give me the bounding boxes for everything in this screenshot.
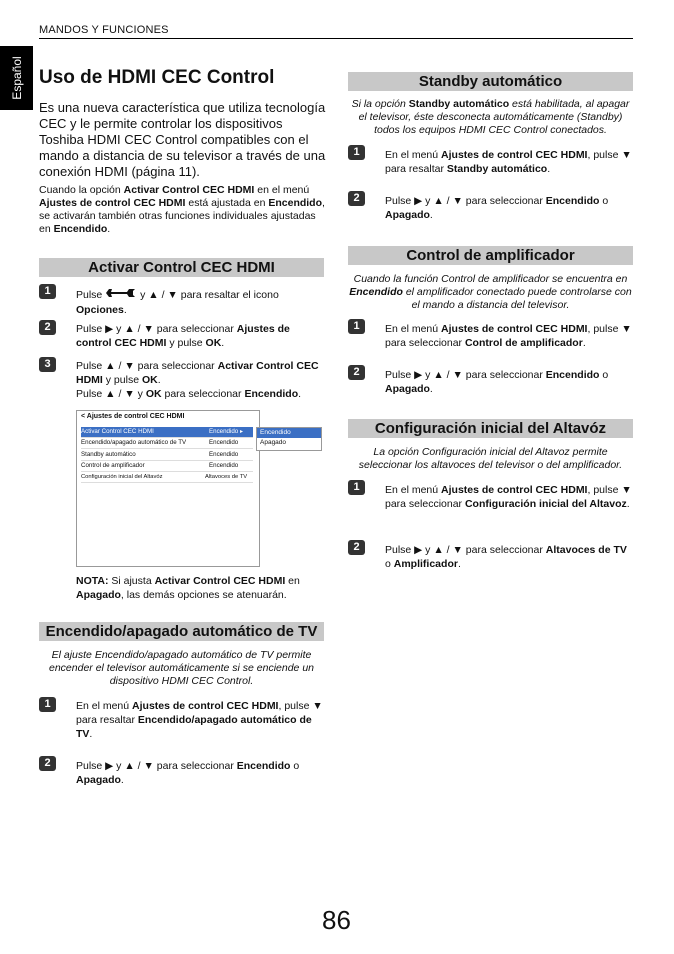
step-text: Pulse ▶ y ▲ / ▼ para seleccionar Ajustes de control CEC HDMI y pulse OK. (76, 323, 290, 349)
step-number: 1 (39, 284, 56, 299)
step-text: Pulse ▶ y ▲ / ▼ para seleccionar Encendido o Apagado. (385, 369, 609, 395)
menu-popup (256, 427, 322, 451)
menu-row: Standby automático Encendido (81, 450, 253, 461)
step-text: Pulse y ▲ / ▼ para resaltar el icono Opciones. (76, 288, 279, 316)
step-number: 1 (39, 697, 56, 712)
step-number: 2 (39, 320, 56, 335)
section-subtitle: Si la opción Standby automático está habilitada, al apagar el televisor, éste desconecta automáticamente (Standby) todos los equipos HDMI CEC Control conectados. (351, 98, 630, 136)
menu-row: Encendido/apagado automático de TV Encendido (81, 438, 253, 449)
step-text: Pulse ▶ y ▲ / ▼ para seleccionar Altavoces de TV o Amplificador. (385, 544, 627, 570)
section-heading-amplificador: Control de amplificador (348, 246, 633, 265)
running-header: MANDOS Y FUNCIONES (39, 24, 169, 36)
step-number: 2 (348, 540, 365, 555)
menu-title: < Ajustes de control CEC HDMI (81, 413, 185, 420)
menu-row: Activar Control CEC HDMI Encendido ▸ (81, 427, 253, 438)
section-subtitle: El ajuste Encendido/apagado automático de TV permite encender el televisor automáticamente si se enciende un dispositivo HDMI CEC Control. (49, 649, 314, 687)
popup-option: Encendido (257, 428, 321, 438)
step-number: 1 (348, 319, 365, 334)
intro-note: Cuando la opción Activar Control CEC HDMI en el menú Ajustes de control CEC HDMI está ajustada en Encendido, se activarán también otras funciones individuales ajustadas en Encendido. (39, 184, 325, 235)
section-heading-altavoz: Configuración inicial del Altavóz (348, 419, 633, 438)
step-text: En el menú Ajustes de control CEC HDMI, pulse ▼ para resaltar Standby automático. (385, 149, 632, 175)
section-subtitle: La opción Configuración inicial del Altavoz permite seleccionar los altavoces del televisor o del amplificador. (358, 446, 623, 471)
step-number: 3 (39, 357, 56, 372)
menu-screenshot (76, 410, 260, 567)
section-heading-encendido: Encendido/apagado automático de TV (39, 622, 324, 641)
note: NOTA: Si ajusta Activar Control CEC HDMI en Apagado, las demás opciones se atenuarán. (76, 575, 300, 601)
step-text: Pulse ▶ y ▲ / ▼ para seleccionar Encendido o Apagado. (76, 760, 300, 786)
step-text: En el menú Ajustes de control CEC HDMI, pulse ▼ para seleccionar Control de amplificador. (385, 323, 632, 349)
step-number: 2 (348, 191, 365, 206)
step-text: Pulse ▶ y ▲ / ▼ para seleccionar Encendido o Apagado. (385, 195, 609, 221)
section-heading-standby: Standby automático (348, 72, 633, 91)
step-text: Pulse ▲ / ▼ para seleccionar Activar Control CEC HDMI y pulse OK. Pulse ▲ / ▼ y OK para seleccionar Encendido. (76, 360, 319, 400)
step-text: En el menú Ajustes de control CEC HDMI, pulse ▼ para resaltar Encendido/apagado automático de TV. (76, 700, 323, 740)
menu-row: Control de amplificador Encendido (81, 461, 253, 472)
step-number: 2 (348, 365, 365, 380)
popup-option: Apagado (260, 439, 287, 446)
options-icon (105, 287, 137, 303)
page-title: Uso de HDMI CEC Control (39, 67, 275, 88)
intro-paragraph: Es una nueva característica que utiliza tecnología CEC y le permite controlar los dispositivos Toshiba HDMI CEC Control compatibles con el mando a distancia de su televisor a través de una conexión HDMI (página 11). (39, 100, 326, 179)
header-rule (39, 38, 633, 39)
section-heading-activar: Activar Control CEC HDMI (39, 258, 324, 277)
step-number: 1 (348, 480, 365, 495)
section-subtitle: Cuando la función Control de amplificador se encuentra en Encendido el amplificador conectado puede controlarse con el mando a distancia del televisor. (349, 273, 632, 311)
step-number: 2 (39, 756, 56, 771)
language-tab-label: Español (9, 56, 24, 100)
language-tab (0, 46, 33, 110)
step-number: 1 (348, 145, 365, 160)
step-text: En el menú Ajustes de control CEC HDMI, pulse ▼ para seleccionar Configuración inicial del Altavoz. (385, 484, 632, 510)
page-number: 86 (322, 905, 351, 935)
menu-row: Configuración inicial del Altavóz Altavoces de TV (81, 472, 253, 483)
